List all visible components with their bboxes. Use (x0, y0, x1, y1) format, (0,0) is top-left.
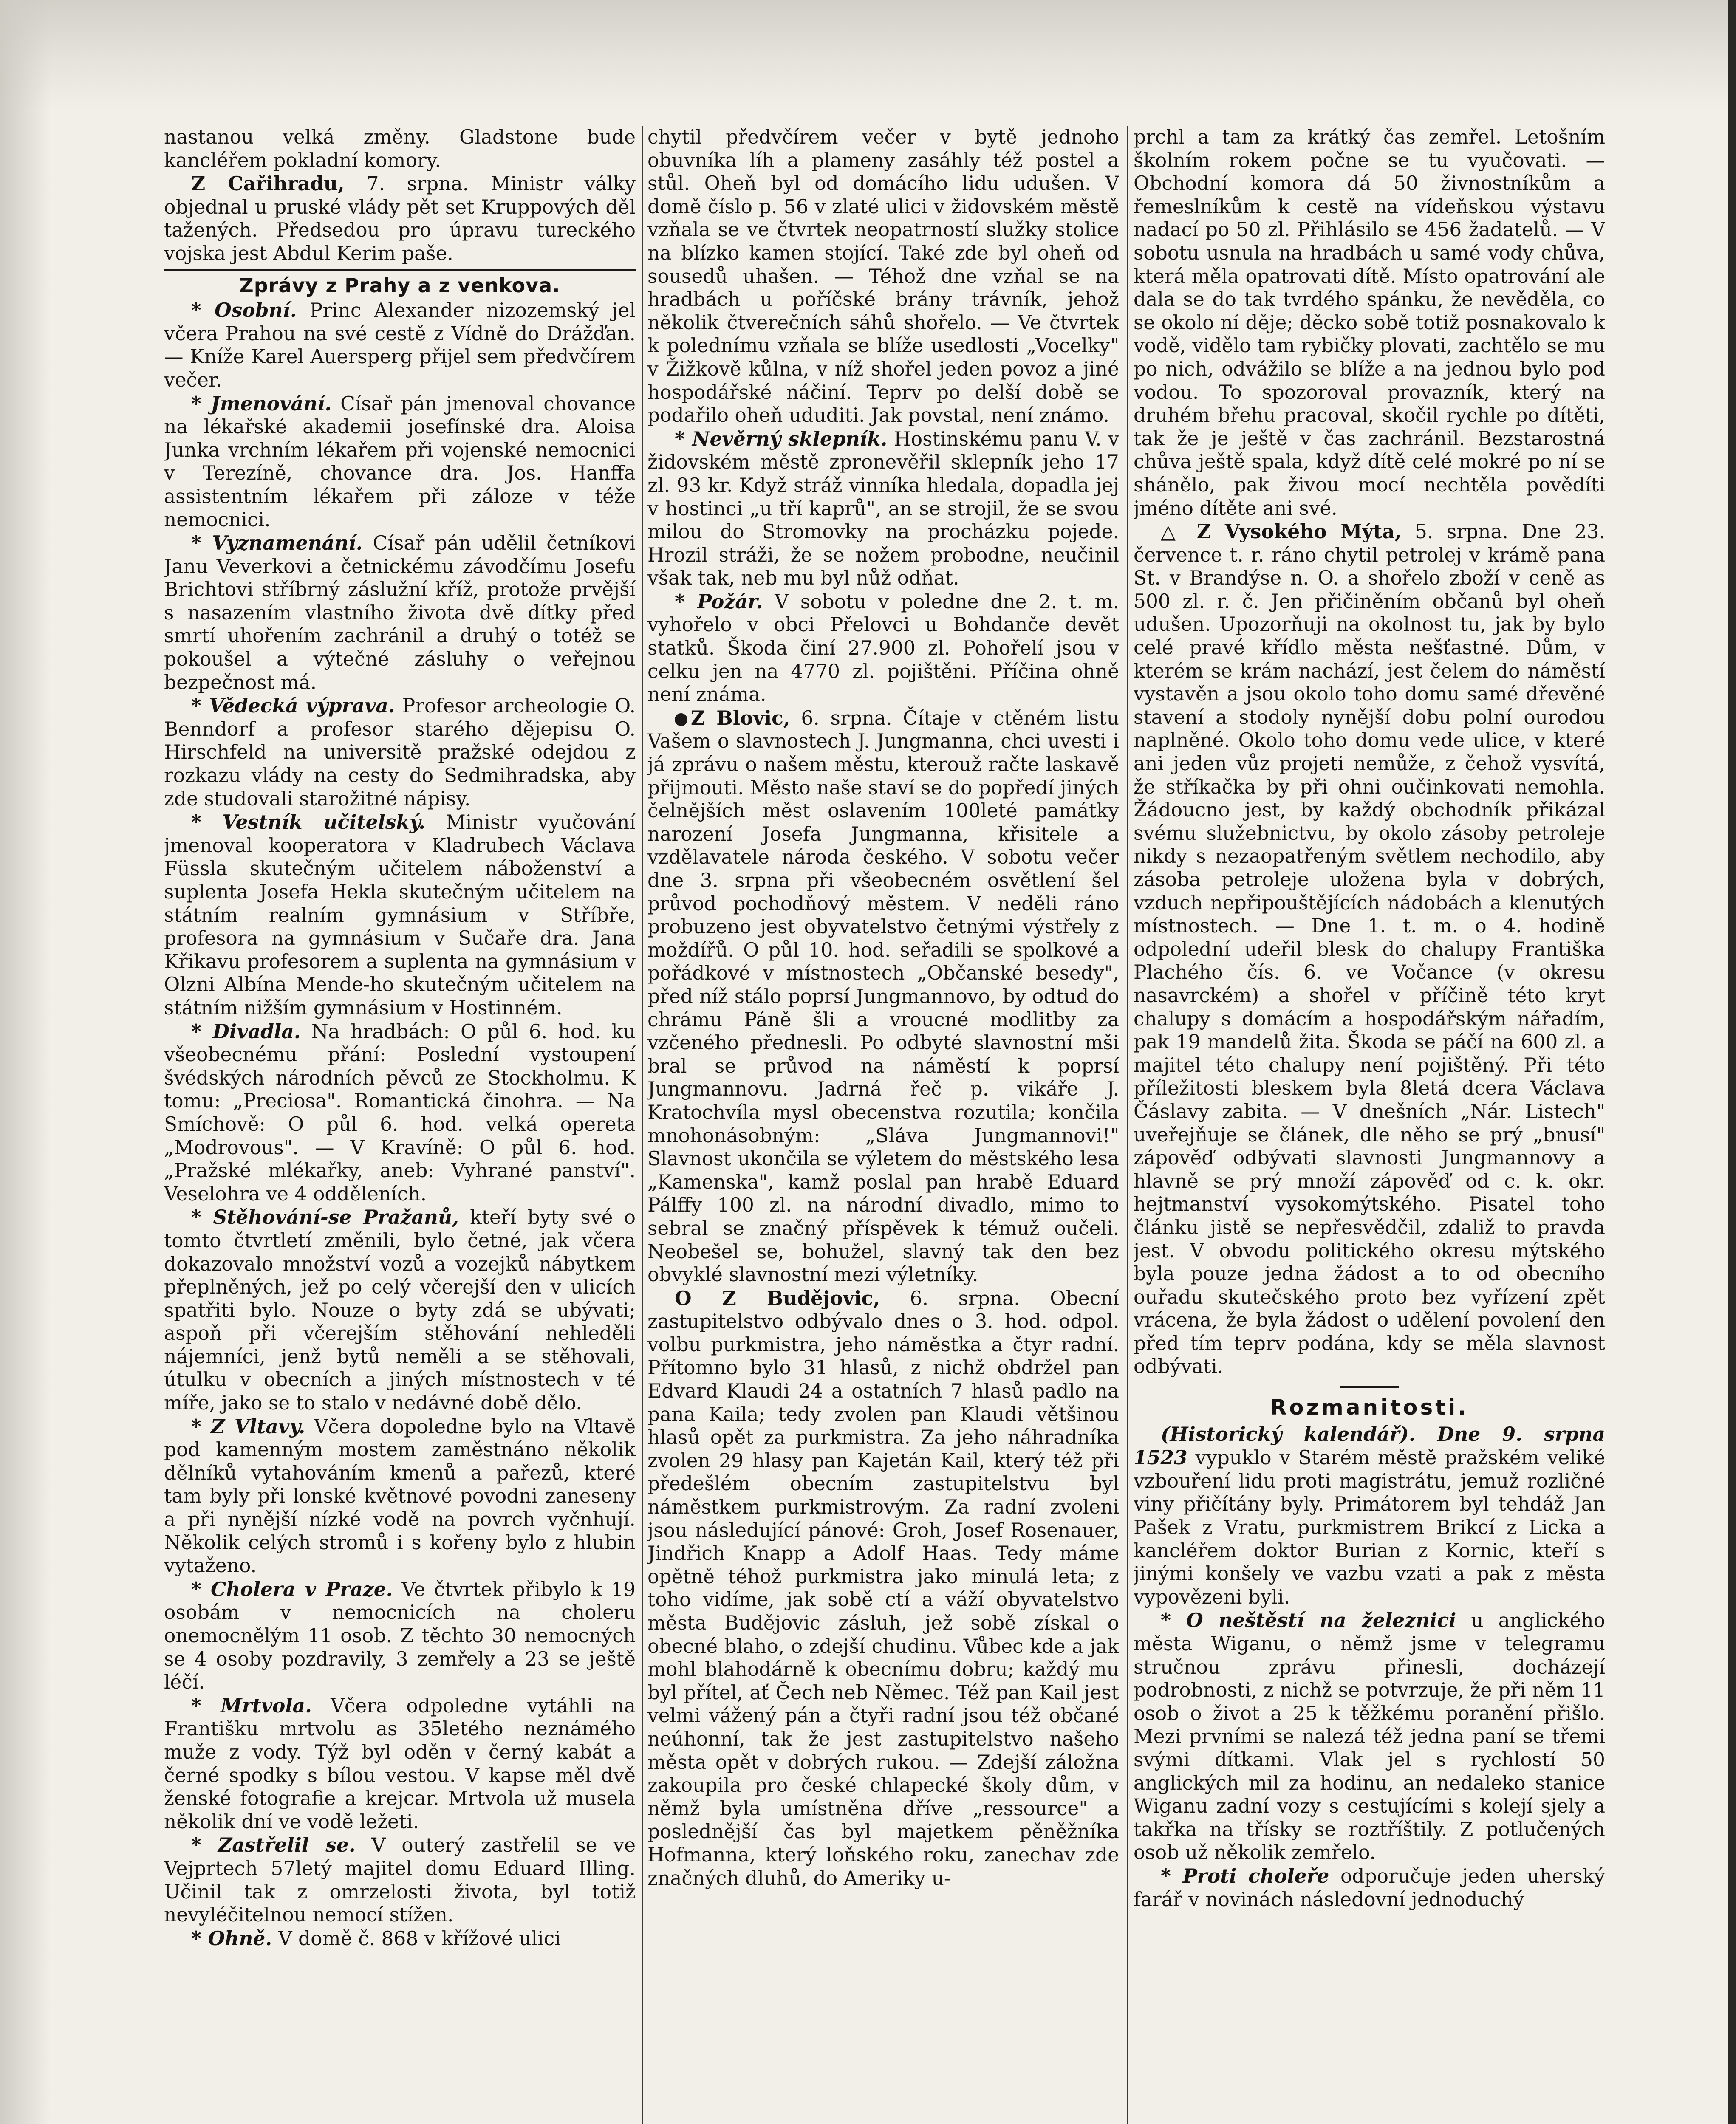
place-heading: O Z Budějovic, (675, 1286, 880, 1310)
news-item: * Vědecká výprava. Profesor archeologie O. Benndorf a profesor starého dějepisu O. Hirschfeld na universitě pražské odejdou z rozkazu vlády na cesty do Sedmihradska, aby zde studovali starožitné nápisy. (164, 694, 636, 810)
place-heading: △ Z Vysokého Mýta, (1161, 520, 1402, 543)
paragraph: chytil předvčírem večer v bytě jednoho obuvníka líh a plameny zasáhly též postel a stůl. Oheň byl od domácího lidu udušen. V domě číslo p. 56 v zlaté ulici v židovském městě vzňala se ve čtvrtek neopatrností služky stolice na blízko kamen stojící. Také zde byl oheň od sousedů uhašen. — Téhož dne vzňal se na hradbách u poříčské brány trávník, jehož několik čtverečních sáhů shořelo. — Ve čtvrtek k polednímu vzňala se blíže usedlosti „Vocelky" v Žižkově kůlna, v níž shořel jeden povoz a jiné hospodářské náčiní. Teprv po delší době se podařilo oheň ududiti. Jak povstal, není známo. (647, 126, 1119, 427)
section-title-news: Zprávy z Prahy a z venkova. (164, 269, 636, 297)
page-left-shadow (0, 0, 51, 2124)
news-item: * Jmenování. Císař pán jmenoval chovance na lékařské akademii josefínské dra. Aloisa Junka vrchním lékařem při vojenské nemocnici v Terezíně, chovance dra. Jos. Hanffa assistentním lékařem při záloze v téže nemocnici. (164, 392, 636, 531)
news-item: * Mrtvola. Včera odpoledne vytáhli na Františku mrtvolu as 35letého neznámého muže z vody. Týž byl oděn v černý kabát a černé spodky s bílou vestou. V kapse měl dvě ženské fotografie a krejcar. Mrtvola už musela několik dní ve vodě ležeti. (164, 1694, 636, 1833)
news-item: * Vyznamenání. Císař pán udělil četníkovi Janu Veverkovi a četnickému závodčímu Josefu Brichtovi stříbrný záslužní kříž, protože prvější s nasazením vlastního života dvě dítky před smrtí uhořením zachránil a druhý o totéž se pokoušel a výtečné zásluhy o veřejnou bezpečnost má. (164, 531, 636, 694)
page-top-shadow (0, 0, 1736, 110)
column-1 (164, 126, 636, 2124)
column-divider-2 (1127, 126, 1128, 2124)
paragraph: nastanou velká změny. Gladstone bude kancléřem pokladní komory. (164, 126, 636, 172)
news-item: * Ohně. V domě č. 868 v křížové ulici (191, 1926, 561, 1950)
short-divider (1340, 1386, 1399, 1388)
news-item: * Osobní. Princ Alexander nizozemský jel včera Prahou na své cestě z Vídně do Drážďan. — Kníže Karel Auersperg přijel sem předvčírem večer. (164, 299, 636, 391)
news-item: * Proti choleře odporučuje jeden uherský farář v novinách následovní jednoduchý (1134, 1864, 1605, 1911)
news-item: (Historický kalendář). Dne 9. srpna 1523 vypuklo v Starém městě pražském veliké vzbouření lidu proti magistrátu, jemuž rozličné viny přičítány byly. Primátorem byl tehdáž Jan Pašek z Vratu, purkmistrem Brikcí z Licka a kancléřem doktor Burian z Kornic, kteří s jinými konšely ve vazbu vzati a pak z města vypovězeni byli. (1134, 1422, 1605, 1608)
news-item: * Stěhování-se Pražanů, kteří byty své o tomto čtvrtletí změnili, bylo četné, jak včera dokazovalo množství vozů a vozejků nábytkem přeplněných, jež po celý včerejší den v ulicích spatřiti bylo. Nouze o byty zdá se ubývati; aspoň při včerejším stěhování nehleděli nájemníci, jenž bytů neměli a se stěhovali, útulku v obecních a jiných místnostech v té míře, jako se to stalo v nedávné době dělo. (164, 1206, 636, 1415)
news-item: * Požár. V sobotu v poledne dne 2. t. m. vyhořelo v obci Přelovci u Bohdanče devět statků. Škoda činí 27.900 zl. Pohořelí jsou v celku jen na 4770 zl. pojištěni. Příčina ohně není známa. (647, 590, 1119, 706)
section-title-miscellany: Rozmanitosti. (1270, 1395, 1469, 1420)
correspondence: Z Blovic, 6. srpna. Čítaje v ctěném listu Vašem o slavnostech J. Jungmanna, chci uvesti i já zprávu o našem městu, kterouž račte laskavě přijmouti. Město naše staví se do popředí jiných čelnějších měst oslavením 100leté památky narození Josefa Jungmanna, křisitele a vzdělavatele národa českého. V sobotu večer dne 3. srpna při všeobecném osvětlení šel průvod pochodňový městem. V neděli ráno probuzeno jest obyvatelstvo četnými výstřely z moždířů. O půl 10. hod. seřadili se spolkové a pořádkové v místnostech „Občanské besedy", před níž stálo poprsí Jungmannovo, by odtud do chrámu Páně šli a vroucné modlitby za vzčeného přednesli. Po odbyté slavnostní mši bral se průvod na náměstí k poprsí Jungmannovu. Jadrná řeč p. vikáře J. Kratochvíla mysl obecenstva rozutila; končila mnohonásobným: „Sláva Jungmannovi!" Slavnost ukončila se výletem do městského lesa „Kamenska", kamž poslal pan hrabě Eduard Pálffy 100 zl. na národní divadlo, mimo to sebral se značný příspěvek k témuž oučeli. Neobešel se, bohužel, slavný tak den bez obvyklé slavnostní mezi výletníky. (647, 706, 1119, 1286)
news-item: * Zastřelil se. V outerý zastřelil se ve Vejprtech 57letý majitel domu Eduard Illing. Učinil tak z omrzelosti života, byl totiž nevyléčitelnou nemocí stížen. (164, 1833, 636, 1926)
news-item: * O neštěstí na železnici u anglického města Wiganu, o němž jsme v telegramu stručnou zprávu přinesli, docházejí podrobnosti, z nichž se potvrzuje, že při něm 11 osob o život a 25 k těžkému poranění přišlo. Mezi prvními se nalezá též jedna paní se třemi svými dítkami. Vlak jel s rychlostí 50 anglických mil za hodinu, an nedaleko stanice Wiganu zadní vozy s cestujícími s kolejí sjely a takřka na třísky se roztříštily. Z potlučených osob už několik zemřelo. (1134, 1609, 1605, 1864)
place-heading: Z Cařihradu, (191, 172, 345, 195)
news-item: * Z Vltavy. Včera dopoledne bylo na Vltavě pod kamenným mostem zaměstnáno několik dělníků vytahováním kmenů a pařezů, které tam byly při lonské květnové povodni zaneseny a při nynější nízké vodě na povrch vyčnhují. Několik celých stromů i s kořeny bylo z hlubin vytaženo. (164, 1415, 636, 1577)
news-item: * Cholera v Praze. Ve čtvrtek přibylo k 19 osobám v nemocnicích na choleru onemocnělým 11 osob. Z těchto 30 nemocných se 4 osoby pozdravily, 3 zemřely a 23 se ještě léčí. (164, 1577, 636, 1694)
scan-right-edge (1728, 0, 1736, 2124)
column-3 (1134, 126, 1605, 2124)
place-heading: Z Blovic, (691, 706, 790, 729)
news-item: * Nevěrný sklepník. Hostinskému panu V. v židovském městě zpronevěřil sklepník jeho 17 zl. 93 kr. Když stráž vinníka hledala, dopadla jej v hostinci „u tří kaprů", an se strojil, že se svou milou do Stromovky na procházku pojede. Hrozil stráži, že se nožem probodne, neučinil však tak, neb mu byl nůž odňat. (647, 427, 1119, 590)
column-2 (647, 126, 1119, 2124)
correspondence: O Z Budějovic, 6. srpna. Obecní zastupitelstvo odbývalo dnes o 3. hod. odpol. volbu purkmistra, jeho náměstka a čtyr radní. Přítomno bylo 31 hlasů, z nichž obdržel pan Edvard Klaudi 24 a ostatních 7 hlasů padlo na pana Kaila; tedy zvolen pan Klaudi většinou hlasů opět za purkmistra. Za jeho náhradníka zvolen 29 hlasy pan Kajetán Kail, který též při předešlém obecním zastupitelstvu byl náměstkem purkmistrovým. Za radní zvoleni jsou následující pánové: Groh, Josef Rosenauer, Jindřich Knapp a Adolf Haas. Tedy máme opětně téhož purkmistra jako minulá leta; z toho vidíme, jak sobě ctí a váží obyvatelstvo města Budějovic zásluh, jež sobě získal o obecné blaho, o zdejší chudinu. Vůbec kde a jak mohl blahodárně k obecnímu dobru; každý mu byl přítel, ať Čech neb Němec. Též pan Kail jest velmi vážený pán a čtyři radní jsou též občané neúhonní, tak že jest zastupitelstvo našeho města opět v dobrých rukou. — Zdejší záložna zakoupila pro české chlapecké školy dům, v němž byla umístněna dříve „ressource" a poslednější čas byl majetkem pěněžníka Hofmanna, který loňského roku, zanechav zde značných dluhů, do Ameriky u- (647, 1286, 1119, 1890)
news-item: * Vestník učitelský. Ministr vyučování jmenoval kooperatora v Kladrubech Václava Füssla skutečným učitelem náboženství a suplenta Josefa Hekla skutečným učitelem na státním realním gymnásium v Stříbře, profesora na gymnásium v Sučaře dra. Jana Křikavu profesorem a suplenta na gymnásium v Olzni Albína Mende-ho skutečným učitelem na státním nižším gymnásium v Hostinném. (164, 811, 636, 1019)
correspondence: △ Z Vysokého Mýta, 5. srpna. Dne 23. července t. r. ráno chytil petrolej v krámě pana St. v Brandýse n. O. a shořelo zboží v ceně as 500 zl. r. č. Jen přičiněním občanů byl oheň udušen. Upozorňuji na okolnost tu, jak by bylo celé pravé křídlo města nešťastné. Dům, v kterém se krám nachází, jest čelem do náměstí vystavěn a jsou okolo toho domu samé dřevěné stavení a stodoly nynější dobu polní ourodou naplněné. Okolo toho domu vede ulice, v které ani jeden vůz projeti nemůže, z čehož vysvítá, že stříkačka by při ohni oučinkovati nemohla. Žádoucno jest, by každý obchodník přikázal svému služebnictvu, by okolo zásoby petroleje nikdy s nezaopatřeným světlem nechodilo, aby zásoba petroleje uložena byla v dobrých, vzduch nepřipouštějících nádobách a klenutých místnostech. — Dne 1. t. m. o 4. hodině odpolední udeřil blesk do chalupy Františka Plachého čís. 6. ve Vočance (v okresu nasavrckém) a shořel v příčině této kryt chalupy s domácím a hospodářským nářadím, pak 19 mandelů žita. Škoda se páčí na 600 zl. a majitel této chalupy není pojištěný. Při této příležitosti bleskem byla 8letá dcera Václava Čáslavy zabita. — V dnešních „Nár. Listech" uveřejňuje se článek, dle něho se prý „bnusí" zápověď odbývati slavnosti Jungmannovy a hlavně se prý množí zápověď od c. k. okr. hejtmanství vysokomýtského. Pisatel toho článku jistě se nepřesvědčil, zdaliž to pravda jest. V obvodu politického okresu mýtského byla pouze jedna žádost a to od obecního ouřadu skutečského proto bez vyřízení zpět vrácena, že byla žádost o udělení povolení den před tím teprv podána, kdy se měla slavnost odbývati. (1134, 520, 1605, 1378)
bullet-dot-icon (675, 713, 687, 726)
paragraph: prchl a tam za krátký čas zemřel. Letošním školním rokem počne se tu vyučovati. — Obchodní komora dá 50 živnostníkům a řemeslníkům k cestě na vídeňskou výstavu nadací po 50 zl. Přihlásilo se 456 žadatelů. — V sobotu usnula na hradbách u samé vody chůva, která měla opatrovati dítě. Místo opatrování ale dala se do tak tvrdého spánku, že nevěděla, co se okolo ní děje; děcko sobě totiž posnakovalo k vodě, vidělo tam rybičky plovati, zachtělo se mu po nich, odvážilo se blíže a na jednou bylo pod vodou. To spozoroval provazník, který na druhém břehu pracoval, skočil rychle po dítěti, tak že je ještě v čas zachránil. Bezstarostná chůva ještě spala, když dítě celé mokré po ní se shánělo, pak živou mocí nechtěla povědíti jméno dítěte ani své. (1134, 126, 1605, 520)
paragraph: Z Cařihradu, 7. srpna. Ministr války objednal u pruské vlády pět set Kruppových děl tažených. Předsedou pro úpravu tureckého vojska jest Abdul Kerim paše. (164, 172, 636, 265)
news-item: * Divadla. Na hradbách: O půl 6. hod. ku všeobecnému přání: Poslední vystoupení švédských národních pěvců ze Stockholmu. K tomu: „Preciosa". Romantická činohra. — Na Smíchově: O půl 6. hod. velká opereta „Modrovous". — V Kravíně: O půl 6. hod. „Pražské mlékařky, aneb: Vyhrané panství". Veselohra ve 4 odděleních. (164, 1020, 636, 1205)
column-divider-1 (642, 126, 643, 2124)
